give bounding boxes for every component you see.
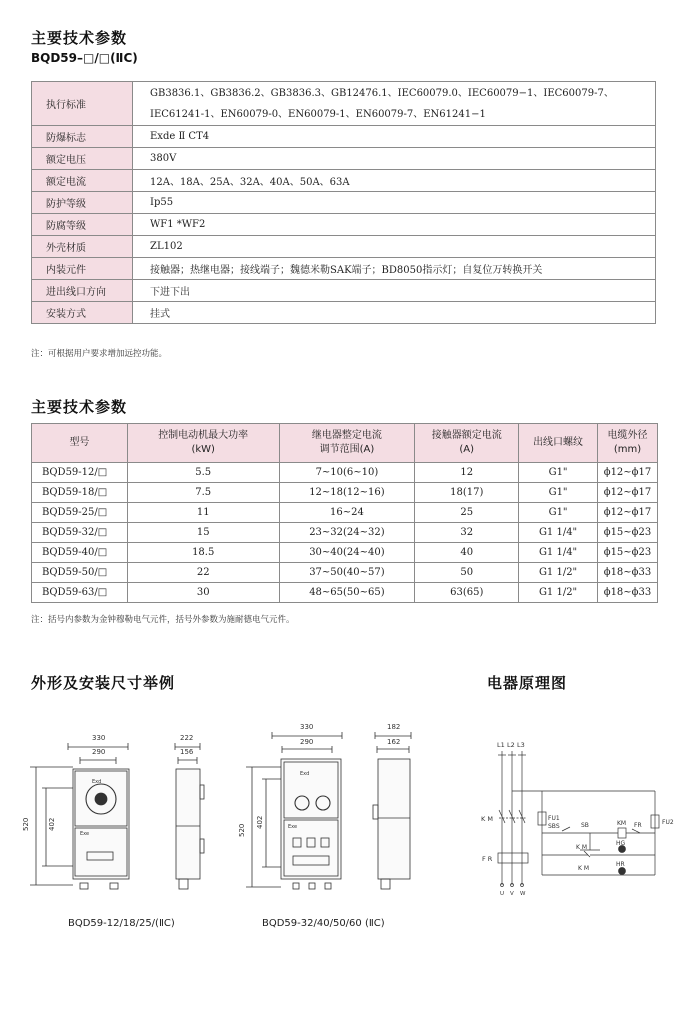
model-header-cell: 型号 (32, 424, 128, 463)
model-cell: BQD59-12/□ (32, 463, 128, 483)
spec-value: 接触器；热继电器；接线端子；魏德米勒SAK端子；BD8050指示灯；自复位万转换开关 (133, 258, 656, 280)
large-dim-h-outer: 520 (238, 823, 246, 837)
circuit-label-l3: L3 (517, 741, 525, 749)
model-cell: G1" (519, 463, 598, 483)
model-cell: 12~18(12~16) (279, 483, 415, 503)
circuit-label-fr-main: F R (482, 855, 493, 863)
spec-value: ZL102 (133, 236, 656, 258)
small-dim-w-inner: 290 (92, 748, 106, 756)
model-cell: 15 (127, 523, 279, 543)
model-cell: 63(65) (415, 583, 519, 603)
model-cell: G1" (519, 483, 598, 503)
large-unit-side-view (373, 732, 411, 889)
spec-row (32, 192, 656, 214)
spec-row (32, 126, 656, 148)
spec-table (31, 81, 656, 324)
circuit-label-km-main: K M (481, 815, 493, 823)
small-dim-d-outer: 222 (180, 734, 194, 742)
circuit-label-fu2: FU2 (662, 819, 674, 826)
model-cell: G1 1/4" (519, 543, 598, 563)
circuit-label-fu1: FU1 (548, 815, 560, 822)
large-dim-w-outer: 330 (300, 723, 314, 731)
model-cell: 22 (127, 563, 279, 583)
spec-label: 内装元件 (32, 258, 133, 280)
large-plate-top: Exd (300, 771, 310, 777)
circuit-label-km-aux: K M (576, 844, 588, 851)
small-dim-d-inner: 156 (180, 748, 194, 756)
spec-value: WF1 *WF2 (133, 214, 656, 236)
spec-label: 防爆标志 (32, 126, 133, 148)
model-cell: BQD59-40/□ (32, 543, 128, 563)
section3-title: 外形及安装尺寸举例 (31, 674, 176, 692)
model-cell: 30 (127, 583, 279, 603)
spec-row (32, 170, 656, 192)
model-cell: ϕ18~ϕ33 (597, 583, 657, 603)
spec-value: 下进下出 (133, 280, 656, 302)
spec-row (32, 148, 656, 170)
spec-label: 外壳材质 (32, 236, 133, 258)
spec-label: 防腐等级 (32, 214, 133, 236)
large-unit-front-view (246, 732, 342, 889)
model-header-cell: 继电器整定电流 调节范围(A) (279, 424, 415, 463)
model-cell: G1 1/2" (519, 583, 598, 603)
model-cell: 50 (415, 563, 519, 583)
circuit-label-w: W (520, 891, 526, 897)
circuit-label-fr-contact: FR (634, 822, 642, 829)
circuit-label-hr: HR (616, 861, 625, 868)
spec-label: 额定电压 (32, 148, 133, 170)
spec-value: 12A、18A、25A、32A、40A、50A、63A (133, 170, 656, 192)
circuit-label-sb: SB (581, 822, 589, 829)
model-cell: 23~32(24~32) (279, 523, 415, 543)
section1-subtitle: BQD59–□/□(ⅡC) (31, 51, 138, 65)
circuit-label-u: U (500, 891, 505, 897)
circuit-label-v: V (510, 891, 514, 897)
spec-row (32, 82, 656, 126)
spec-label: 进出线口方向 (32, 280, 133, 302)
model-cell: 25 (415, 503, 519, 523)
spec-label: 执行标准 (32, 82, 133, 126)
model-table (31, 423, 658, 603)
circuit-label-l1: L1 (497, 741, 505, 749)
model-cell: BQD59-18/□ (32, 483, 128, 503)
model-cell: 40 (415, 543, 519, 563)
model-cell: 7.5 (127, 483, 279, 503)
model-cell: ϕ12~ϕ17 (597, 503, 657, 523)
section1-title: 主要技术参数 (31, 29, 128, 47)
small-plate-bottom: Exe (80, 831, 90, 837)
small-dim-h-outer: 520 (22, 817, 30, 831)
model-cell: BQD59-50/□ (32, 563, 128, 583)
model-cell: ϕ12~ϕ17 (597, 463, 657, 483)
model-header-cell: 控制电动机最大功率 (kW) (127, 424, 279, 463)
spec-label: 防护等级 (32, 192, 133, 214)
circuit-label-sbs: SBS (548, 823, 560, 830)
caption-small-unit: BQD59-12/18/25/(ⅡC) (68, 918, 175, 929)
circuit-label-l2: L2 (507, 741, 515, 749)
circuit-label-km-aux2: K M (578, 865, 590, 872)
model-cell: 11 (127, 503, 279, 523)
model-cell: 12 (415, 463, 519, 483)
table-row (32, 483, 658, 503)
section2-title: 主要技术参数 (31, 398, 128, 416)
circuit-label-km-coil: KM (617, 820, 627, 827)
model-cell: BQD59-63/□ (32, 583, 128, 603)
table-row (32, 563, 658, 583)
small-dim-w-outer: 330 (92, 734, 106, 742)
model-header-cell: 出线口螺纹 (519, 424, 598, 463)
large-dim-d-outer: 182 (387, 723, 401, 731)
spec-value: 挂式 (133, 302, 656, 324)
spec-row (32, 302, 656, 324)
table-row (32, 543, 658, 563)
table-row (32, 503, 658, 523)
model-cell: 16~24 (279, 503, 415, 523)
model-header-cell: 电缆外径 (mm) (597, 424, 657, 463)
model-cell: 5.5 (127, 463, 279, 483)
large-dim-h-inner: 402 (256, 815, 264, 829)
model-cell: ϕ15~ϕ23 (597, 543, 657, 563)
spec-value: 380V (133, 148, 656, 170)
large-dim-w-inner: 290 (300, 738, 314, 746)
model-cell: G1 1/2" (519, 563, 598, 583)
model-cell: ϕ12~ϕ17 (597, 483, 657, 503)
spec-row (32, 258, 656, 280)
large-dim-d-inner: 162 (387, 738, 401, 746)
spec-value: Ip55 (133, 192, 656, 214)
model-cell: G1" (519, 503, 598, 523)
model-cell: 37~50(40~57) (279, 563, 415, 583)
small-unit-side-view (175, 743, 204, 889)
large-plate-bottom: Exe (288, 824, 298, 830)
table-row (32, 463, 658, 483)
section1-note: 注：可根据用户要求增加远控功能。 (31, 349, 168, 359)
section4-title: 电器原理图 (487, 674, 568, 692)
model-cell: ϕ15~ϕ23 (597, 523, 657, 543)
spec-label: 额定电流 (32, 170, 133, 192)
model-header-cell: 接触器额定电流 (A) (415, 424, 519, 463)
table-row (32, 583, 658, 603)
model-cell: 48~65(50~65) (279, 583, 415, 603)
spec-row (32, 236, 656, 258)
model-cell: G1 1/4" (519, 523, 598, 543)
spec-row (32, 214, 656, 236)
spec-value: GB3836.1、GB3836.2、GB3836.3、GB12476.1、IEC60079.0、IEC60079−1、IEC60079-7、IEC61241-1、EN60079-0、EN60079-1、EN60079-7、EN61241−1 (133, 82, 656, 126)
model-cell: 32 (415, 523, 519, 543)
model-table-header (32, 424, 658, 463)
model-cell: 30~40(24~40) (279, 543, 415, 563)
model-cell: 18(17) (415, 483, 519, 503)
small-dim-h-inner: 402 (48, 817, 56, 831)
small-unit-front-view (30, 743, 129, 889)
section2-note: 注：括号内参数为金钟穆勒电气元件，括号外参数为施耐德电气元件。 (31, 615, 295, 625)
model-cell: BQD59-32/□ (32, 523, 128, 543)
spec-label: 安装方式 (32, 302, 133, 324)
spec-row (32, 280, 656, 302)
model-cell: 7~10(6~10) (279, 463, 415, 483)
model-cell: ϕ18~ϕ33 (597, 563, 657, 583)
model-cell: 18.5 (127, 543, 279, 563)
small-plate-top: Exd (92, 779, 102, 785)
model-cell: BQD59-25/□ (32, 503, 128, 523)
circuit-label-hg: HG (616, 840, 626, 847)
caption-large-unit: BQD59-32/40/50/60 (ⅡC) (262, 918, 385, 929)
spec-value: Exde Ⅱ CT4 (133, 126, 656, 148)
table-row (32, 523, 658, 543)
